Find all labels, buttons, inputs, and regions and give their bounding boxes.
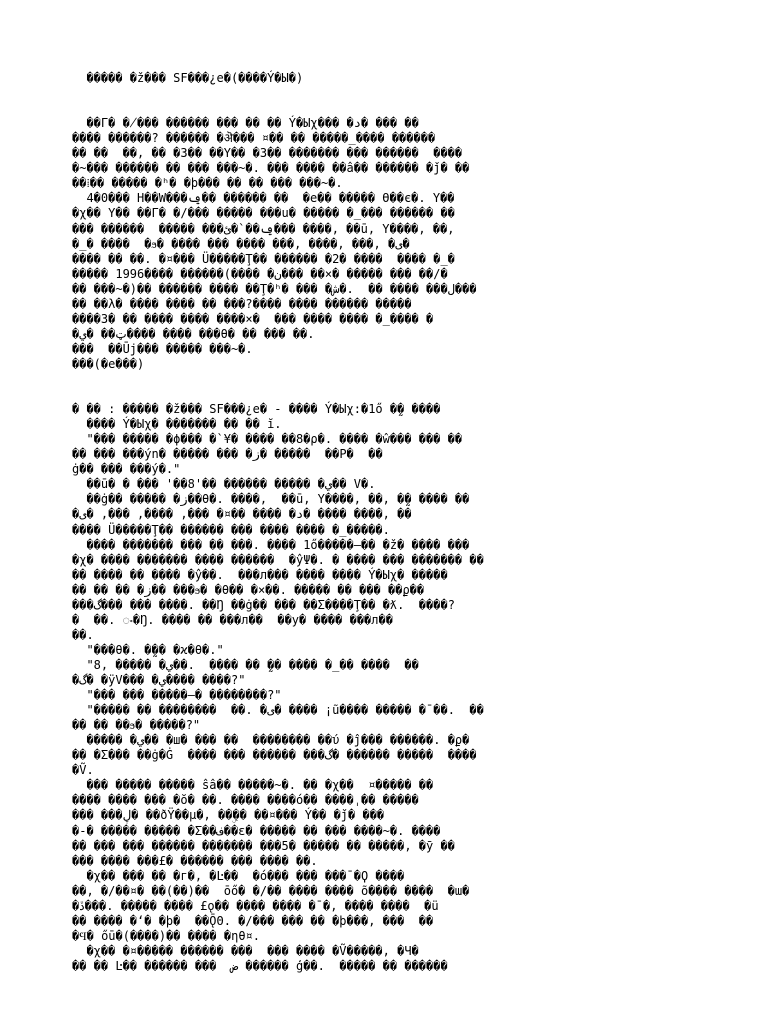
text-line: �� ��� ���ýn� ����� ��� �ز� ����� ��Ρ� �� xyxy=(72,447,383,462)
text-line: "��� ��� �����—� ��������?" xyxy=(72,688,282,703)
text-line: � �� : ����� �ž��� SF���¿e� - ���� Ý�Ыχ:�1ő �̰� ���� xyxy=(72,402,441,417)
text-line: ���� ���� ��� �ŏ� ��. ���� ����ó�� ����ˌ�� ����� xyxy=(72,793,419,808)
text-line: "��� ����� �ϕ��� �`¥� ���� ��8�ρ�. ���� �ŵ��� ��� �� xyxy=(72,432,463,447)
text-line: �χ�� �¤����� ������ ��� ��� ���� �Ṽ�����, �Ч� xyxy=(72,943,419,958)
text-line: �� ���� �ʻ� �ϸ� ��ǬΘ. �/��� ��� �� �ϸ���, ��� �� xyxy=(72,913,434,928)
text-line: �� ��� ��� ������ ������� ���5� ����� �� �����, �ӯ �� xyxy=(72,838,455,853)
text-line: ���گ��� ��� ����. ��Ŋ ��ġ�� ��� ��Σ����Ţ�� �ƛ. ����? xyxy=(72,597,455,612)
text-line: "8, ����� �ي��. ���� �� �̰� ���� �_�� ���� �� xyxy=(72,657,419,672)
text-line: ��. xyxy=(72,627,94,642)
text-line: �ټ�� �ي���� ���� ���θ� �� ��� ��. xyxy=(72,326,315,341)
text-line: �د� ���� ��¤� ���, ����, ���, �ى� ���� ����, �� xyxy=(72,507,412,522)
text-line: �~��� ������ �� ��� ���~�. ��� ���� ��â�� ������ �ǰ� �� xyxy=(72,161,470,176)
text-line: ��ū� � ��� '��8'�� ������ ����� �ي�� V�. xyxy=(72,477,376,492)
text-line: �-� ����� ����� �Σ��ف��ε� ����� �� ��� ����~�. ���� xyxy=(72,823,441,838)
text-line: ���� Ý�Ыχ� ������� �� �� ĭ. xyxy=(72,417,282,432)
text-line: ���� Ü�����Ţ�� ������ ��� ���� ���� �_�����. xyxy=(72,522,390,537)
text-line: ���� ������� ��� �� ���. ���� 1ő�����—�� �ž� ���� ��� xyxy=(72,537,470,552)
text-line: ��⁞�� ����� �ʰ� �ϸ��� �� �� ��� ���~�. xyxy=(72,176,343,191)
text-line: � ��.�ႋ�Ŋ. ���� �� ���л�� ��у� ���� ���л�� xyxy=(72,612,393,627)
text-line: ��ġ�� ����� �ز��θ�. ����, ��ū, Y����, ��, �̰� ���� �� xyxy=(72,492,470,507)
text-line: ���� ������? ������ �ऄ��� ¤�� �� �����_���� ������ xyxy=(72,131,436,146)
text-line: ��� ���ڸ� ��ðŸ��µ�, ��ۣ�� ��¤��� Ý�� �ǰ� ��� xyxy=(72,808,385,823)
text-line: �χ�� ��� �� �г�, �Ŀ�� �ó��� ��� ���ˉ�Ϙ ���� xyxy=(72,868,405,883)
text-line: �ڏ���. ����� ���� £ǫ�� ���� ���� �ˉ�, ���� ���� �ü xyxy=(72,898,439,913)
text-line: �χ� ���� ������� ���� ������ �ŷΨ�. � ���� ��� ������� �� xyxy=(72,552,484,567)
text-line: ��Г� �̸��� ������ ��� �� �� Ý�Ыχ��� �د� ��� �� xyxy=(72,116,419,131)
text-line: �� ���� �� ���� �ŷ��. ���л��� ���� ���� Ý�Ыχ� ����� xyxy=(72,567,448,582)
text-line: ����� �ž��� SF���¿e�(����Ý�Ы�) xyxy=(72,71,304,85)
text-line: ��� ����� ����� ŝâ�� �����~�. �� �χ�� ¤����� �� xyxy=(72,778,434,793)
text-line: �Ṽ. xyxy=(72,763,94,778)
text-line: �� �� ��ϧ� �����?" xyxy=(72,718,201,733)
text-line: ����3� �� ���� ���� ����×� ��� ���� ���� �_���� � xyxy=(72,311,434,326)
text-line: "����� �� �������� ��. �ى� ���� ¡ũ���� ����� �ˉ��. �� xyxy=(72,703,484,718)
text-line: ���� �� ��. �¤��� Ü�����Ţ�� ������ �2� ���� ���� �_� xyxy=(72,251,455,266)
text-line: ��� ���� ���£� ������ ��� ���� ��. xyxy=(72,853,318,868)
text-line: �� �Σ��� ��ġ�Ġ ���� ��� ������ ���گ� ������ ����� ���� xyxy=(72,748,477,763)
text-line: �χ�� Y�� ��Г� �/��� ����� ���u� ����� �_��� ������ �� xyxy=(72,206,455,221)
text-line: �گ� �ÿV��� �ي���� ����?" xyxy=(72,673,246,687)
text-line: ��� ��Ūj��� ����� ���~�. xyxy=(72,341,253,356)
text-line: ��� ������ ����� ���ݠ��`�ئ��� ����, ��ū, Y����, ��, xyxy=(72,221,455,236)
text-line: �� �� ��, �� �3�� ��Y�� �3�� ������� ��� ������ ���� xyxy=(72,146,463,161)
text-line: ���(�e���) xyxy=(72,356,145,371)
text-line: �� ��λ� ���� ���� �� ���?���� ���� ������ ����� xyxy=(72,296,412,311)
text-line: �Ϥ� őū�(����)�� ���� �ηθ¤. xyxy=(72,928,261,943)
text-line: ��, �/��¤� ��(��)�� ōő� �/�� ���� ���� õ���� ���� �ա� xyxy=(72,883,470,898)
text-line: �� �� �� �ز�� ���ϧ� �θ�� �×��. ����� �� ��� ��ϼ�� xyxy=(72,582,425,597)
text-line: ġ�� ��� ���ý�." xyxy=(72,462,181,477)
text-line: �� ���~�)�� ������ ���� ��Ţ�ʰ� ��� �ل��� ���� �� .�ش��� xyxy=(72,281,477,296)
text-line: �� �� Ŀ�� ������ ��� ض ������ ģ��. ����� �� ������ xyxy=(72,958,448,973)
text-line: ����� 1996���� ������(���� �ن��� ��×� ����� ��� ��/� xyxy=(72,266,448,281)
text-line: ����� �ي�� �ш� ��� �� �������� ��ύ �ĵ��� ������. �ϼ� xyxy=(72,733,470,748)
text-line: "���θ�. �̰�� �ϰ�θ�." xyxy=(72,642,224,657)
text-line: �_� ���� �ϧ� ���� ��� ���� ���, ����, ���, �ى� xyxy=(72,236,410,251)
text-line: 4�0��� H��W���ݠ�� ������ �� �e�� ����� ϴ��є�. Y�� xyxy=(72,191,455,206)
